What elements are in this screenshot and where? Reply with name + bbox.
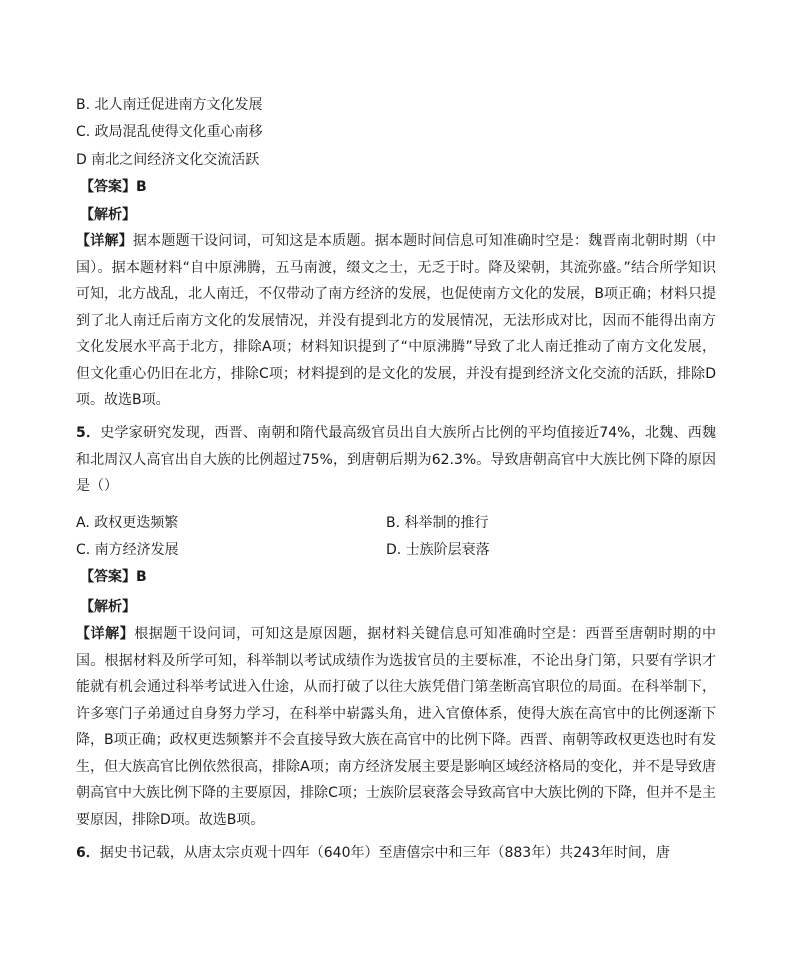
q5-answer-label: 【答案】 — [80, 569, 136, 585]
q4-answer-label: 【答案】 — [80, 179, 136, 195]
q4-detail-label: 【详解】 — [76, 233, 133, 249]
q5-detail-text: 根据题干设问词，可知这是原因题，据材料关键信息可知准确时空是：西晋至唐朝时期的中国。根据材料及所学可知，科举制以考试成绩作为选拔官员的主要标准，不论出身门第，只要有学识才能就有机会通过科举考试进入仕途，从而打破了以往大族凭借门第垄断高官职位的局面。在科举制下，许多寒门子弟通过自身努力学习，在科举中崭露头角，进入官僚体系，使得大族在高官中的比例逐渐下降，B项正确；政权更迭频繁并不会直接导致大族在高官中的比例下降。西晋、南朝等政权更迭也时有发生，但大族高官比例依然很高，排除A项；南方经济发展主要是影响区域经济格局的变化，并不是导致唐朝高官中大族比例下降的主要原因，排除C项；士族阶层衰落会导致高官中大族比例的下降，但并不是主要原因，排除D项。故选B项。 — [76, 626, 716, 828]
q6-stem — [76, 840, 716, 867]
q5-option-b: B. 科举制的推行 — [386, 515, 489, 531]
q6-stem-text: 据史书记载，从唐太宗贞观十四年（640年）至唐僖宗中和三年（883年）共243年时间，唐 — [99, 845, 670, 861]
q5-stem-text: 史学家研究发现，西晋、南朝和隋代最高级官员出自大族所占比例的平均值接近74%，北魏、西魏和北周汉人高官出自大族的比例超过75%，到唐朝后期为62.3%。导致唐朝高官中大族比例下降的原因是（） — [76, 425, 716, 494]
q5-detail — [76, 621, 716, 833]
q4-detail — [76, 228, 716, 414]
q4-analysis-label: 【解析】 — [80, 207, 136, 223]
q5-option-a: A. 政权更迭频繁 — [76, 515, 179, 531]
q5-answer-value: B — [136, 569, 147, 585]
q5-answer — [80, 568, 147, 586]
q6-number: 6． — [76, 845, 100, 861]
q4-answer-value: B — [136, 179, 147, 195]
q4-answer — [80, 178, 147, 196]
q4-detail-text: 据本题题干设问词，可知这是本质题。据本题时间信息可知准确时空是：魏晋南北朝时期（中国）。据本题材料“自中原沸腾，五马南渡，缀文之士，无乏于时。降及梁朝，其流弥盛。”结合所学知识可知，北方战乱，北人南迁，不仅带动了南方经济的发展，也促使南方文化的发展，B项正确；材料只提到了北人南迁后南方文化的发展情况，并没有提到北方的发展情况，无法形成对比，因而不能得出南方文化发展水平高于北方，排除A项；材料知识提到了“中原沸腾”导致了北人南迁推动了南方文化发展，但文化重心仍旧在北方，排除C项；材料提到的是文化的发展，并没有提到经济文化交流的活跃，排除D项。故选B项。 — [76, 233, 717, 408]
q4-option-d: D 南北之间经济文化交流活跃 — [76, 152, 260, 168]
q4-option-b: B. 北人南迁促进南方文化发展 — [76, 97, 263, 113]
q5-option-c: C. 南方经济发展 — [76, 542, 179, 558]
q5-number: 5． — [76, 425, 101, 441]
q4-option-c: C. 政局混乱使得文化重心南移 — [76, 124, 263, 140]
q5-stem — [76, 420, 716, 500]
q5-detail-label: 【详解】 — [76, 626, 135, 642]
q5-analysis-label: 【解析】 — [80, 599, 136, 615]
q5-option-d: D. 士族阶层衰落 — [386, 542, 490, 558]
